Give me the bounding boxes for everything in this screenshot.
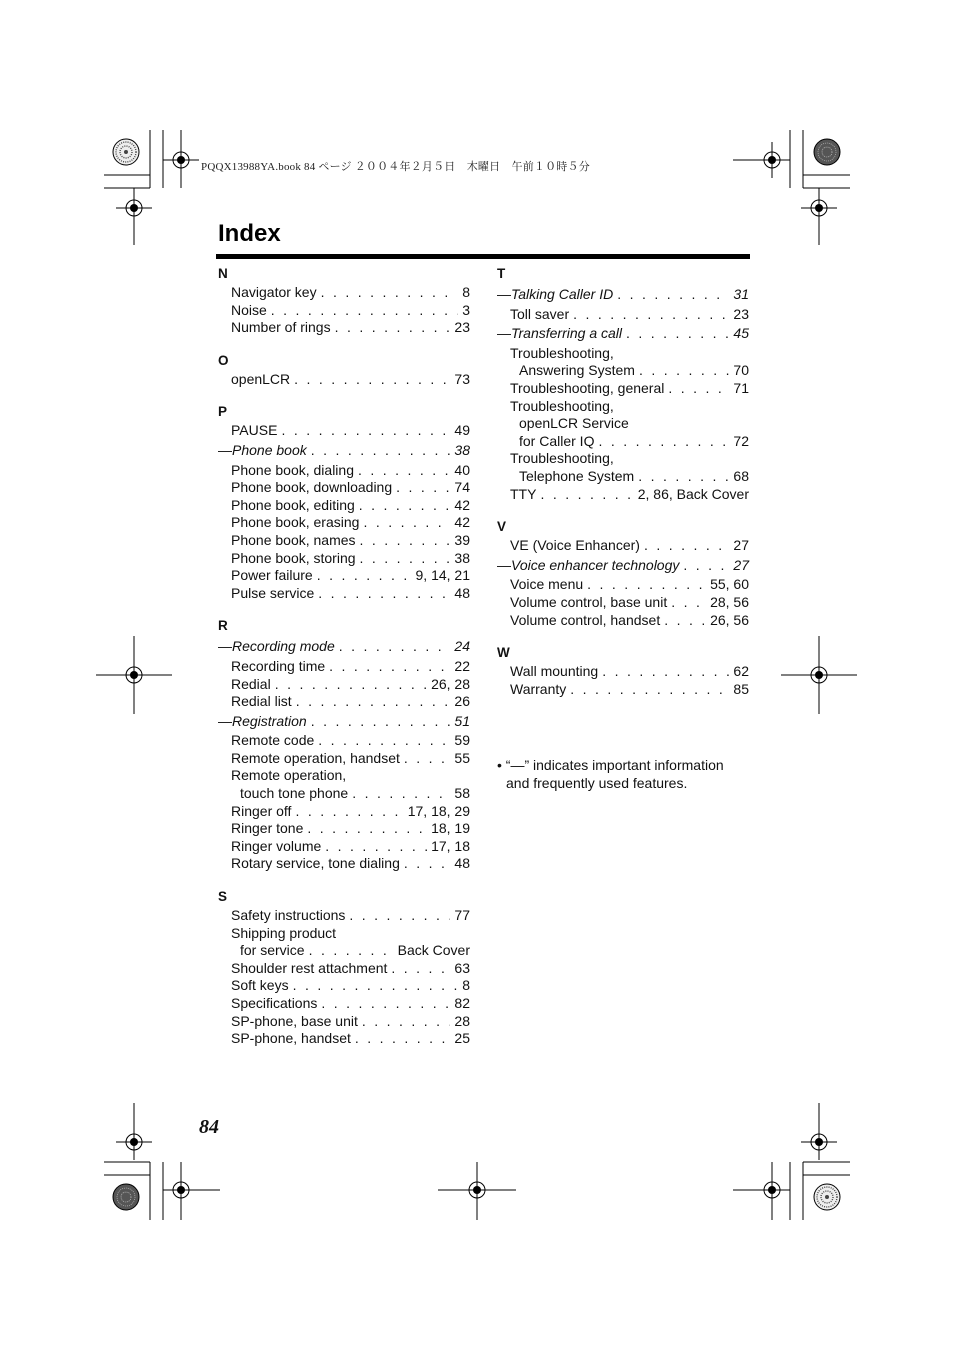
entry-label: Voice menu	[510, 576, 584, 593]
index-entry	[231, 676, 470, 694]
entry-label: Talking Caller ID	[511, 286, 614, 302]
entry-page-ref: 73	[454, 370, 470, 387]
index-entry	[510, 345, 749, 363]
index-entry-key-feature	[497, 325, 749, 343]
index-entry	[231, 497, 470, 515]
dot-leader	[335, 319, 451, 337]
section-letter: R	[218, 618, 228, 634]
entry-label: Troubleshooting, general	[510, 379, 665, 396]
entry-page-ref: 82	[454, 995, 470, 1011]
section-letter: P	[218, 404, 228, 420]
index-entry	[231, 658, 470, 676]
entry-label: Soft keys	[231, 977, 289, 994]
index-entry	[231, 479, 470, 497]
index-entry	[510, 398, 749, 416]
entry-label: Troubleshooting,	[510, 450, 614, 467]
index-entry-key-feature	[218, 713, 470, 731]
dot-leader	[602, 663, 729, 681]
entry-page-ref: 58	[454, 785, 470, 802]
index-entry	[231, 1013, 470, 1031]
entry-label: Ringer volume	[231, 837, 322, 854]
entry-page-ref: Back Cover	[397, 942, 470, 959]
entry-page-ref: 74	[454, 479, 470, 496]
entry-label: Noise	[231, 301, 267, 318]
index-entry	[510, 576, 749, 594]
index-entry	[510, 612, 749, 630]
entry-page-ref: 39	[454, 531, 470, 548]
index-entry	[240, 785, 470, 803]
dot-leader	[360, 550, 451, 568]
entry-page-ref: 40	[454, 461, 470, 478]
dot-leader	[360, 532, 451, 550]
entry-label: Troubleshooting,	[510, 344, 614, 361]
entry-label: VE (Voice Enhancer)	[510, 537, 640, 554]
section-letter: O	[218, 352, 229, 368]
entry-page-ref: 17, 18	[431, 837, 470, 854]
index-section	[497, 517, 749, 629]
entry-label: Ringer tone	[231, 820, 304, 837]
entry-page-ref: 70	[733, 362, 749, 379]
index-entry	[231, 995, 470, 1013]
index-entry	[519, 362, 749, 380]
dot-leader	[321, 995, 450, 1013]
dot-leader	[355, 1030, 451, 1048]
entry-page-ref: 26	[454, 693, 470, 710]
dot-leader	[644, 537, 729, 555]
index-entry	[231, 585, 470, 603]
key-feature-dash: —	[218, 712, 232, 729]
entry-page-ref: 9, 14, 21	[415, 567, 470, 584]
entry-label: Warranty	[510, 680, 567, 697]
dot-leader	[391, 960, 450, 978]
dot-leader	[540, 486, 633, 504]
index-entry	[231, 319, 470, 337]
index-entry	[231, 767, 470, 785]
index-entry	[510, 306, 749, 324]
entry-label: touch tone phone	[240, 785, 349, 802]
entry-label: PAUSE	[231, 422, 278, 439]
dot-leader	[309, 942, 394, 960]
index-entry	[231, 371, 470, 389]
index-entry	[231, 1030, 470, 1048]
entry-label: TTY	[510, 485, 537, 502]
index-entry	[231, 532, 470, 550]
dot-leader	[639, 362, 729, 380]
entry-page-ref: 2, 86, Back Cover	[637, 485, 749, 502]
entry-label: Redial list	[231, 693, 292, 710]
index-entry	[510, 380, 749, 398]
index-entry	[231, 820, 470, 838]
entry-label: Recording mode	[232, 638, 335, 655]
index-section	[218, 402, 470, 602]
entry-label: Rotary service, tone dialing	[231, 855, 400, 872]
dot-leader	[573, 306, 729, 324]
entry-label: Remote operation, handset	[231, 749, 400, 766]
dot-leader	[363, 514, 450, 532]
index-entry	[231, 302, 470, 320]
entry-page-ref: 48	[454, 584, 470, 601]
index-column-left	[218, 264, 470, 1062]
dot-leader	[587, 576, 706, 594]
entry-page-ref: 42	[454, 496, 470, 513]
entry-label: Safety instructions	[231, 907, 346, 924]
entry-page-ref: 68	[733, 467, 749, 484]
entry-label: Shipping product	[231, 924, 337, 941]
section-letter: T	[497, 266, 506, 281]
dot-leader	[325, 838, 427, 856]
index-entry	[231, 925, 470, 943]
title-rule	[216, 254, 750, 259]
dot-leader	[671, 594, 706, 612]
entry-label: Phone book, names	[231, 531, 356, 548]
entry-page-ref: 55	[454, 749, 470, 766]
entry-page-ref: 31	[733, 286, 749, 302]
entry-page-ref: 17, 18, 29	[407, 802, 470, 819]
entry-page-ref: 59	[454, 732, 470, 749]
index-section	[218, 616, 470, 873]
entry-label: Phone book, downloading	[231, 479, 393, 496]
index-entry	[519, 468, 749, 486]
page-title: Index	[218, 220, 281, 247]
index-entry	[231, 462, 470, 480]
section-letter: W	[497, 645, 510, 661]
dot-leader	[329, 658, 450, 676]
entry-page-ref: 85	[733, 680, 749, 697]
dot-leader	[664, 612, 706, 630]
index-entry	[231, 693, 470, 711]
dot-leader	[293, 977, 459, 995]
entry-page-ref: 72	[733, 432, 749, 449]
entry-label: Registration	[232, 712, 307, 729]
index-entry	[231, 907, 470, 925]
entry-page-ref: 23	[454, 319, 470, 336]
index-entry-key-feature	[218, 638, 470, 656]
entry-page-ref: 55, 60	[710, 576, 749, 593]
entry-label: Recording time	[231, 657, 326, 674]
entry-page-ref: 28	[454, 1012, 470, 1029]
dot-leader	[349, 907, 450, 925]
index-section	[218, 264, 470, 337]
dot-leader	[295, 803, 403, 821]
entry-label: Wall mounting	[510, 663, 599, 680]
section-letter: S	[218, 889, 228, 905]
dot-leader	[307, 820, 427, 838]
index-column-right	[497, 264, 749, 712]
entry-label: Transferring a call	[511, 325, 623, 342]
dot-leader	[362, 1013, 451, 1031]
entry-label: Phone book	[232, 441, 307, 458]
entry-label: Navigator key	[231, 284, 317, 300]
footnote-line-1: • “—” indicates important information	[497, 757, 724, 773]
index-entry	[510, 450, 749, 468]
entry-page-ref: 71	[733, 379, 749, 396]
page-number: 84	[199, 1116, 219, 1138]
entry-label: Troubleshooting,	[510, 397, 614, 414]
entry-label: Specifications	[231, 995, 318, 1011]
key-feature-dash: —	[218, 638, 232, 655]
entry-label: Remote operation,	[231, 767, 347, 784]
dot-leader	[626, 325, 729, 343]
index-entry	[231, 750, 470, 768]
dot-leader	[281, 422, 450, 440]
dot-leader	[638, 468, 729, 486]
dot-leader	[358, 462, 450, 480]
index-entry	[231, 514, 470, 532]
dot-leader	[311, 442, 451, 460]
index-entry	[240, 942, 470, 960]
entry-page-ref: 38	[454, 441, 470, 458]
key-feature-dash: —	[497, 286, 511, 302]
entry-label: Phone book, dialing	[231, 461, 354, 478]
index-entry	[231, 284, 470, 302]
entry-page-ref: 51	[454, 712, 470, 729]
entry-page-ref: 3	[462, 301, 470, 318]
index-entry	[231, 977, 470, 995]
dot-leader	[318, 732, 450, 750]
entry-label: Redial	[231, 675, 271, 692]
entry-page-ref: 77	[454, 907, 470, 924]
dot-leader	[598, 433, 729, 451]
dot-leader	[271, 302, 458, 320]
index-footnote	[497, 757, 757, 792]
entry-label: Toll saver	[510, 305, 570, 322]
key-feature-dash: —	[497, 325, 511, 342]
index-entry	[519, 415, 749, 433]
entry-page-ref: 63	[454, 959, 470, 976]
index-section	[497, 264, 749, 503]
entry-label: Remote code	[231, 732, 315, 749]
entry-label: Phone book, erasing	[231, 514, 360, 531]
index-entry	[510, 537, 749, 555]
entry-label: Answering System	[519, 362, 635, 379]
section-letter: V	[497, 519, 507, 535]
print-file-header: PQQX13988YA.book 84 ページ ２００４年２月５日 木曜日 午前１０時５分	[201, 161, 590, 173]
entry-page-ref: 28, 56	[710, 593, 749, 610]
index-entry	[231, 732, 470, 750]
footnote-line-2: and frequently used features.	[506, 774, 688, 791]
index-entry	[519, 433, 749, 451]
dot-leader	[317, 567, 412, 585]
entry-label: Phone book, editing	[231, 496, 355, 513]
dot-leader	[318, 585, 450, 603]
entry-label: Telephone System	[519, 467, 635, 484]
index-entry	[231, 550, 470, 568]
dot-leader	[339, 638, 451, 656]
entry-page-ref: 18, 19	[431, 820, 470, 837]
entry-page-ref: 24	[454, 638, 470, 655]
entry-page-ref: 25	[454, 1030, 470, 1047]
entry-label: Phone book, storing	[231, 549, 356, 566]
index-entry	[510, 594, 749, 612]
dot-leader	[321, 284, 459, 302]
entry-page-ref: 22	[454, 657, 470, 674]
entry-label: Volume control, handset	[510, 611, 661, 628]
entry-page-ref: 49	[454, 422, 470, 439]
entry-page-ref: 48	[454, 855, 470, 872]
entry-label: openLCR Service	[519, 415, 629, 432]
dot-leader	[294, 371, 450, 389]
index-entry	[510, 486, 749, 504]
dot-leader	[570, 681, 729, 699]
entry-label: Ringer off	[231, 802, 292, 819]
dot-leader	[404, 855, 451, 873]
entry-page-ref: 42	[454, 514, 470, 531]
dot-leader	[352, 785, 450, 803]
entry-label: Voice enhancer technology	[511, 556, 680, 573]
index-entry-key-feature	[218, 442, 470, 460]
dot-leader	[296, 693, 451, 711]
entry-page-ref: 23	[733, 305, 749, 322]
entry-page-ref: 26, 28	[431, 675, 470, 692]
index-section	[497, 643, 749, 698]
index-entry-key-feature	[497, 557, 749, 575]
entry-page-ref: 27	[733, 537, 749, 554]
dot-leader	[617, 286, 729, 304]
dot-leader	[396, 479, 450, 497]
dot-leader	[311, 713, 451, 731]
entry-page-ref: 38	[454, 549, 470, 566]
index-section	[218, 887, 470, 1048]
entry-label: Number of rings	[231, 319, 331, 336]
entry-label: Volume control, base unit	[510, 593, 668, 610]
index-entry	[231, 960, 470, 978]
entry-label: SP-phone, base unit	[231, 1012, 358, 1029]
index-entry	[510, 663, 749, 681]
index-entry	[231, 838, 470, 856]
dot-leader	[683, 557, 729, 575]
index-entry	[231, 803, 470, 821]
entry-label: Shoulder rest attachment	[231, 959, 388, 976]
entry-page-ref: 62	[733, 663, 749, 680]
key-feature-dash: —	[497, 556, 511, 573]
section-letter: N	[218, 266, 228, 281]
dot-leader	[404, 750, 451, 768]
dot-leader	[359, 497, 451, 515]
entry-page-ref: 8	[462, 977, 470, 994]
entry-page-ref: 26, 56	[710, 611, 749, 628]
entry-label: Pulse service	[231, 584, 315, 601]
index-entry	[231, 422, 470, 440]
entry-label: for service	[240, 942, 305, 959]
entry-page-ref: 8	[462, 284, 470, 300]
index-section	[218, 351, 470, 389]
index-entry-key-feature	[497, 286, 749, 304]
dot-leader	[275, 676, 427, 694]
index-entry	[231, 855, 470, 873]
entry-label: for Caller IQ	[519, 432, 595, 449]
index-entry	[231, 567, 470, 585]
key-feature-dash: —	[218, 441, 232, 458]
entry-label: SP-phone, handset	[231, 1030, 351, 1047]
entry-label: openLCR	[231, 370, 291, 387]
entry-page-ref: 45	[733, 325, 749, 342]
entry-page-ref: 27	[733, 556, 749, 573]
dot-leader	[668, 380, 729, 398]
entry-label: Power failure	[231, 567, 313, 584]
index-entry	[510, 681, 749, 699]
